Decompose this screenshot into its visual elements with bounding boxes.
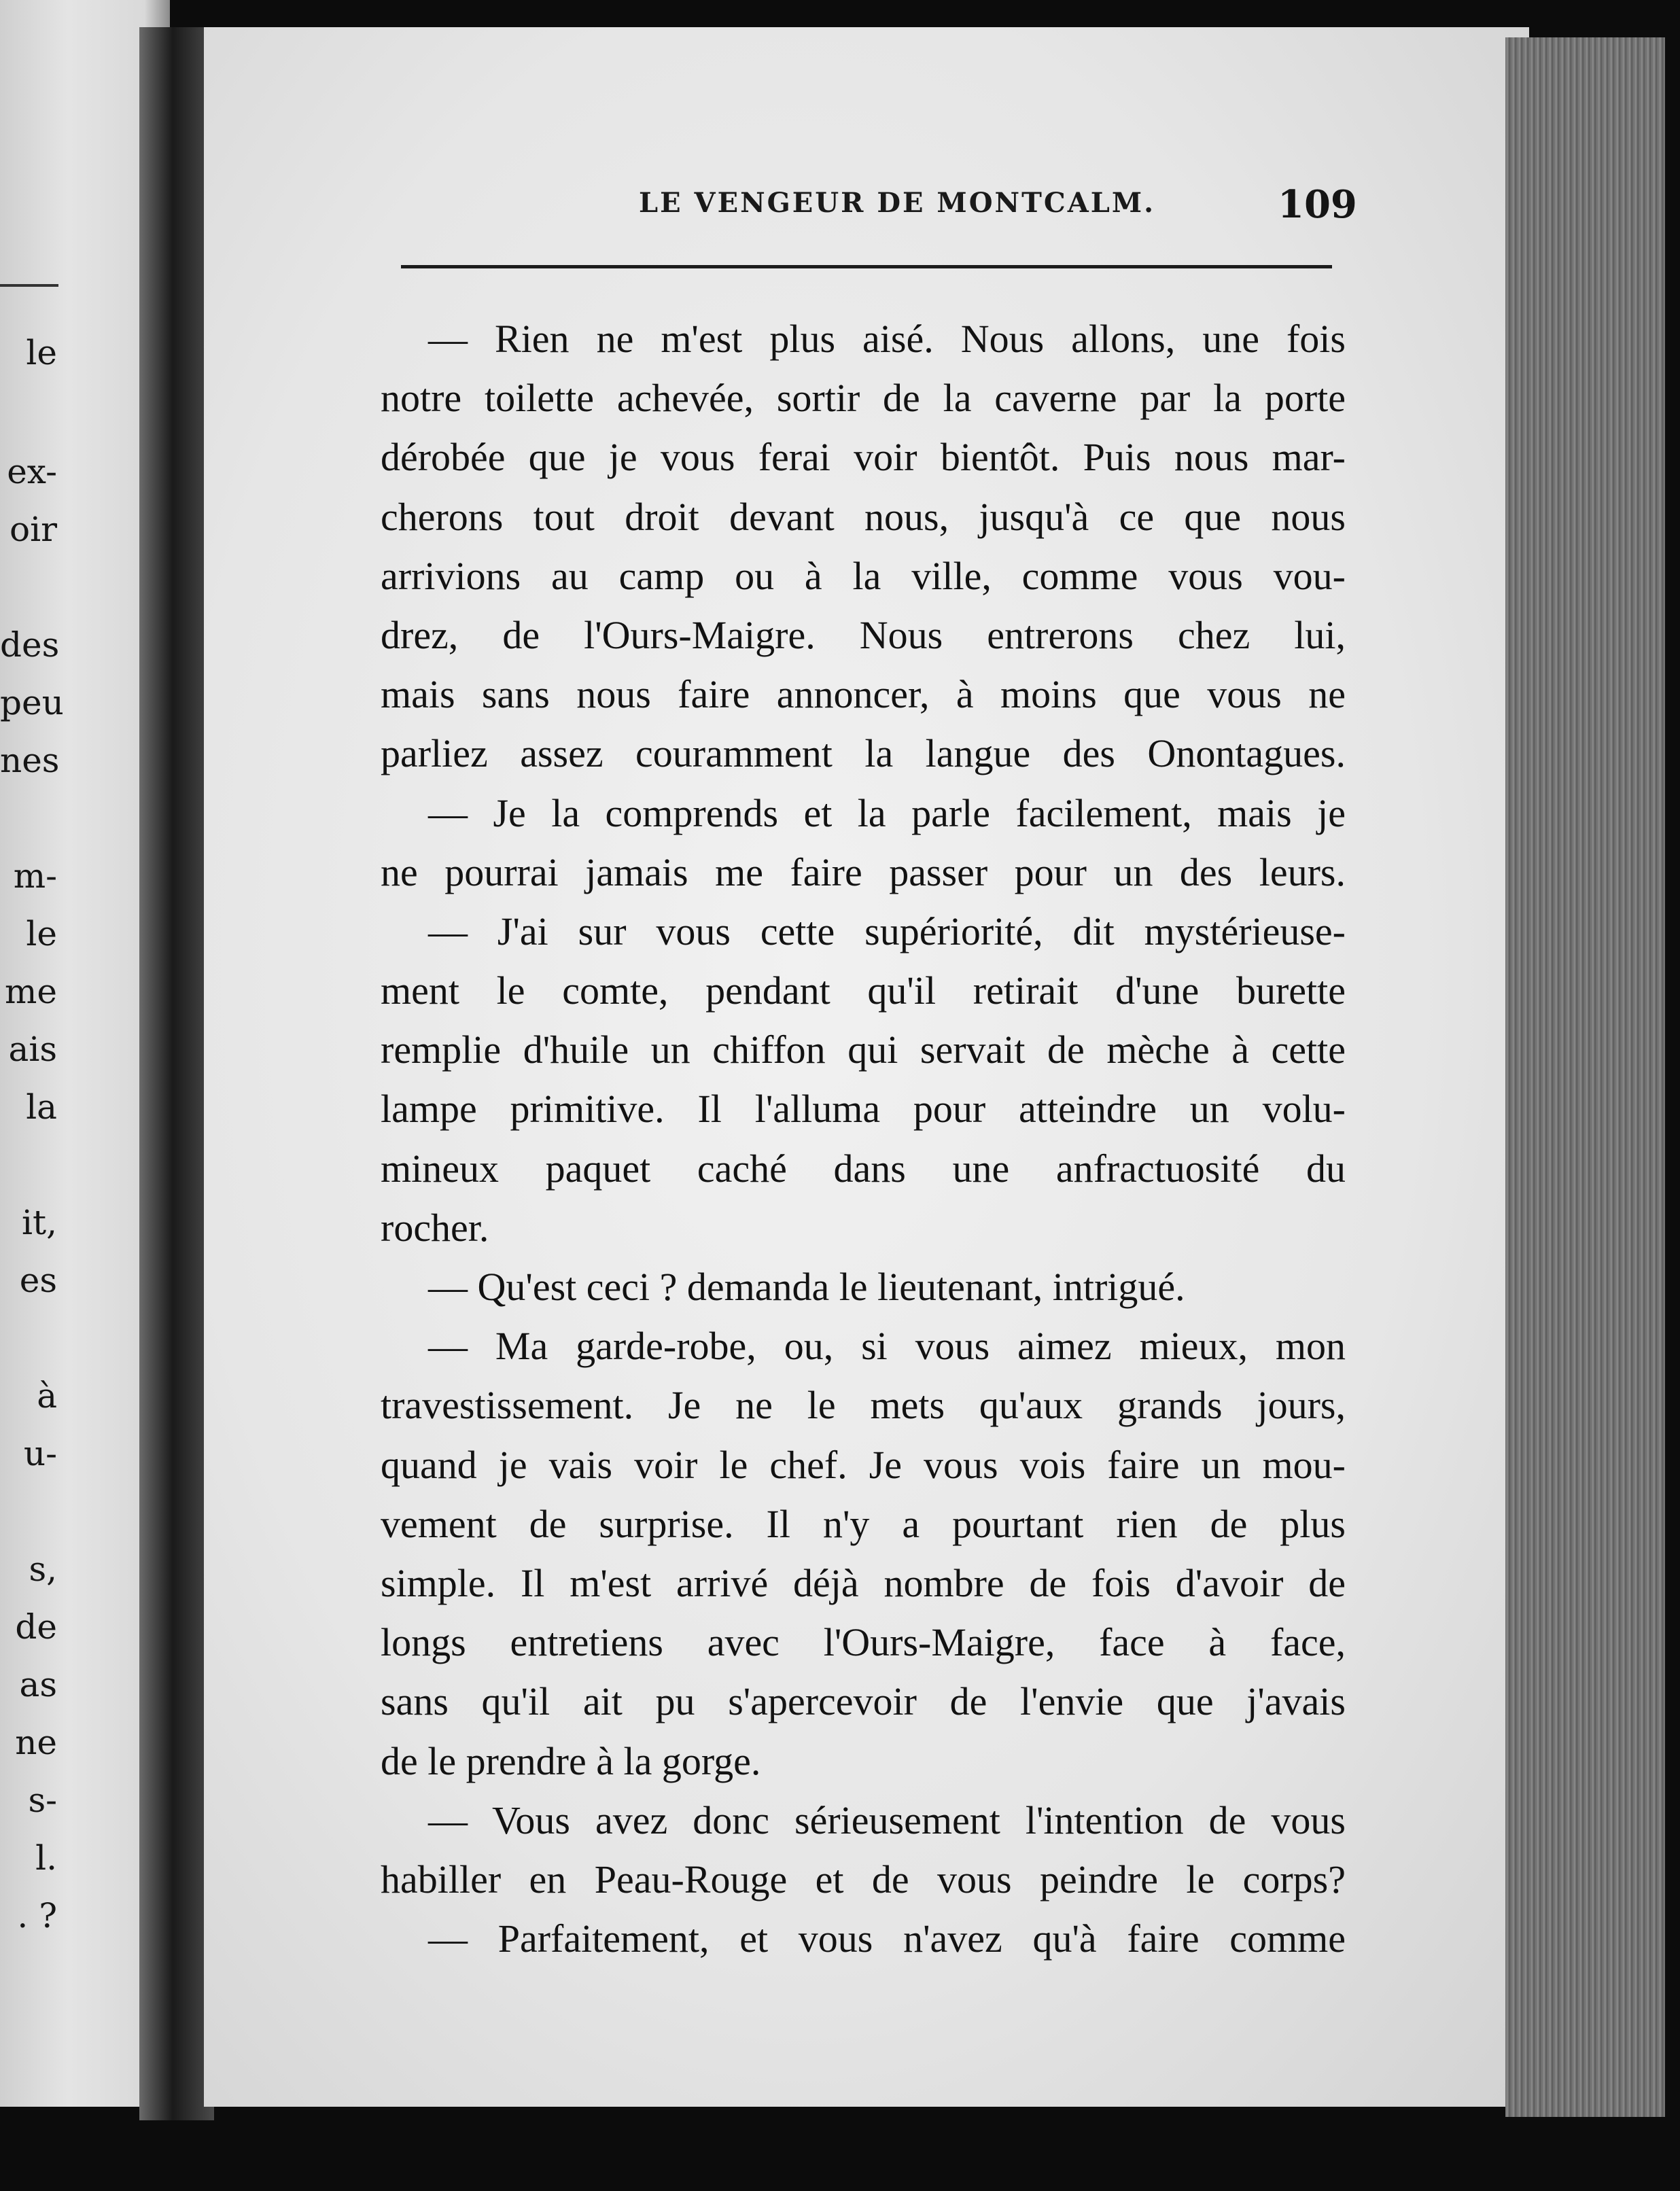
running-head: LE VENGEUR DE MONTCALM. <box>639 187 1156 219</box>
text-line: mais sans nous faire annoncer, à moins que vous ne <box>381 672 1346 717</box>
previous-page-fragment: le <box>26 914 57 953</box>
previous-page-fragment: me <box>4 972 57 1011</box>
text-line: dérobée que je vous ferai voir bientôt. Puis nous mar- <box>381 435 1346 480</box>
text-line: parliez assez couramment la langue des Onontagues. <box>381 731 1346 776</box>
text-line: de le prendre à la gorge. <box>381 1738 761 1783</box>
previous-page-fragment: s- <box>28 1781 57 1820</box>
text-line: travestissement. Je ne le mets qu'aux grands jours, <box>381 1383 1346 1428</box>
page-edges <box>1505 37 1665 2117</box>
text-line: vement de surprise. Il n'y a pourtant rien de plus <box>381 1501 1346 1546</box>
text-line: simple. Il m'est arrivé déjà nombre de fois d'avoir de <box>381 1560 1346 1605</box>
text-line: arrivions au camp ou à la ville, comme vous vou- <box>381 553 1346 598</box>
previous-page-fragment: es <box>19 1261 57 1300</box>
text-line: — Qu'est ceci ? demanda le lieutenant, intrigué. <box>428 1265 1185 1309</box>
previous-page-fragment: oir <box>10 510 57 549</box>
text-line: — Ma garde-robe, ou, si vous aimez mieux, mon <box>428 1324 1346 1369</box>
previous-page-fragment: peu <box>0 683 64 722</box>
text-line: — J'ai sur vous cette supériorité, dit mystérieuse- <box>428 909 1346 953</box>
previous-page-fragment: . ? <box>17 1896 57 1935</box>
previous-page-fragment: as <box>19 1665 57 1704</box>
body-text <box>381 309 1346 1968</box>
text-line: — Vous avez donc sérieusement l'intention de vous <box>428 1798 1346 1842</box>
text-line: remplie d'huile un chiffon qui servait de mèche à cette <box>381 1028 1346 1072</box>
text-line: habiller en Peau-Rouge et de vous peindre le corps? <box>381 1857 1346 1901</box>
previous-page-fragment: l. <box>35 1838 57 1878</box>
previous-page-fragment: ne <box>15 1723 57 1762</box>
previous-page-fragment: la <box>26 1087 57 1127</box>
previous-page-fragment: m- <box>13 856 57 896</box>
page-number: 109 <box>1278 182 1357 227</box>
header-rule <box>401 265 1332 268</box>
text-line: — Rien ne m'est plus aisé. Nous allons, une fois <box>428 317 1346 361</box>
text-line: sans qu'il ait pu s'apercevoir de l'envie que j'avais <box>381 1679 1346 1724</box>
text-line: notre toilette achevée, sortir de la caverne par la porte <box>381 376 1346 421</box>
text-line: lampe primitive. Il l'alluma pour atteindre un volu- <box>381 1087 1346 1132</box>
previous-page-fragment: u- <box>23 1434 57 1473</box>
text-line: — Je la comprends et la parle facilement, mais je <box>428 790 1346 835</box>
previous-page-fragment: à <box>37 1376 57 1416</box>
text-line: ment le comte, pendant qu'il retirait d'une burette <box>381 968 1346 1013</box>
previous-page-rule <box>0 284 58 287</box>
previous-page-fragment: it, <box>22 1203 57 1242</box>
text-line: — Parfaitement, et vous n'avez qu'à faire comme <box>428 1916 1346 1961</box>
text-line: quand je vais voir le chef. Je vous vois faire un mou- <box>381 1442 1346 1487</box>
text-line: cherons tout droit devant nous, jusqu'à ce que nous <box>381 494 1346 539</box>
text-line: longs entretiens avec l'Ours-Maigre, face à face, <box>381 1620 1346 1665</box>
text-line: drez, de l'Ours-Maigre. Nous entrerons chez lui, <box>381 612 1346 657</box>
previous-page-fragment: ais <box>8 1030 57 1069</box>
previous-page-fragment: des <box>0 625 60 665</box>
book-gutter <box>139 27 214 2120</box>
previous-page-fragment: de <box>15 1607 57 1647</box>
previous-page-fragment: s, <box>29 1549 57 1589</box>
text-line: rocher. <box>381 1205 489 1250</box>
previous-page-fragment: nes <box>0 741 60 780</box>
previous-page-fragment: ex- <box>7 452 57 491</box>
text-line: ne pourrai jamais me faire passer pour un des leurs. <box>381 849 1346 894</box>
text-line: mineux paquet caché dans une anfractuosité du <box>381 1146 1346 1191</box>
previous-page-fragment: le <box>26 333 57 372</box>
